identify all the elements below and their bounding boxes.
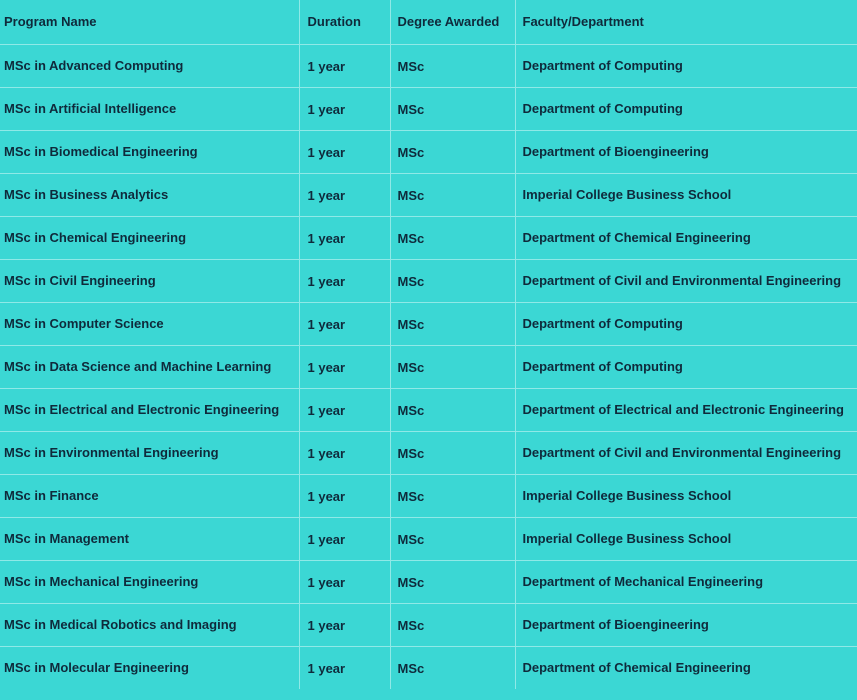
cell-program-name: MSc in Business Analytics — [0, 173, 299, 216]
cell-department: Department of Computing — [515, 87, 857, 130]
table-row — [0, 388, 857, 431]
table-row — [0, 259, 857, 302]
cell-duration: 1 year — [299, 560, 390, 603]
cell-program-name: MSc in Civil Engineering — [0, 259, 299, 302]
cell-duration: 1 year — [299, 44, 390, 87]
cell-department: Department of Bioengineering — [515, 130, 857, 173]
cell-degree: MSc — [390, 302, 515, 345]
cell-program-name: MSc in Environmental Engineering — [0, 431, 299, 474]
cell-degree: MSc — [390, 130, 515, 173]
cell-degree: MSc — [390, 44, 515, 87]
cell-department: Department of Computing — [515, 345, 857, 388]
cell-program-name: MSc in Chemical Engineering — [0, 216, 299, 259]
table-row — [0, 646, 857, 689]
cell-duration: 1 year — [299, 216, 390, 259]
cell-program-name: MSc in Management — [0, 517, 299, 560]
header-duration: Duration — [299, 0, 390, 44]
cell-program-name: MSc in Computer Science — [0, 302, 299, 345]
cell-department: Department of Bioengineering — [515, 603, 857, 646]
table-row — [0, 345, 857, 388]
cell-degree: MSc — [390, 345, 515, 388]
cell-program-name: MSc in Finance — [0, 474, 299, 517]
cell-department: Department of Electrical and Electronic Engineering — [515, 388, 857, 431]
cell-duration: 1 year — [299, 259, 390, 302]
cell-program-name: MSc in Molecular Engineering — [0, 646, 299, 689]
cell-program-name: MSc in Mechanical Engineering — [0, 560, 299, 603]
cell-department: Imperial College Business School — [515, 517, 857, 560]
cell-degree: MSc — [390, 388, 515, 431]
table-row — [0, 560, 857, 603]
cell-duration: 1 year — [299, 302, 390, 345]
cell-duration: 1 year — [299, 345, 390, 388]
header-degree-awarded: Degree Awarded — [390, 0, 515, 44]
cell-department: Imperial College Business School — [515, 474, 857, 517]
cell-program-name: MSc in Advanced Computing — [0, 44, 299, 87]
cell-duration: 1 year — [299, 517, 390, 560]
cell-duration: 1 year — [299, 388, 390, 431]
cell-degree: MSc — [390, 603, 515, 646]
table-row — [0, 216, 857, 259]
cell-program-name: MSc in Artificial Intelligence — [0, 87, 299, 130]
cell-degree: MSc — [390, 517, 515, 560]
cell-degree: MSc — [390, 474, 515, 517]
cell-department: Department of Chemical Engineering — [515, 216, 857, 259]
table-row — [0, 302, 857, 345]
table-row — [0, 431, 857, 474]
cell-degree: MSc — [390, 216, 515, 259]
cell-degree: MSc — [390, 87, 515, 130]
table-row — [0, 173, 857, 216]
table-row — [0, 474, 857, 517]
cell-duration: 1 year — [299, 603, 390, 646]
cell-program-name: MSc in Medical Robotics and Imaging — [0, 603, 299, 646]
header-program-name: Program Name — [0, 0, 299, 44]
cell-degree: MSc — [390, 560, 515, 603]
cell-program-name: MSc in Data Science and Machine Learning — [0, 345, 299, 388]
table-row — [0, 44, 857, 87]
cell-department: Department of Computing — [515, 302, 857, 345]
table-row — [0, 87, 857, 130]
cell-department: Department of Computing — [515, 44, 857, 87]
cell-department: Department of Mechanical Engineering — [515, 560, 857, 603]
cell-duration: 1 year — [299, 474, 390, 517]
cell-duration: 1 year — [299, 646, 390, 689]
cell-duration: 1 year — [299, 130, 390, 173]
cell-program-name: MSc in Biomedical Engineering — [0, 130, 299, 173]
table-row — [0, 603, 857, 646]
header-row — [0, 0, 857, 44]
cell-department: Department of Civil and Environmental Engineering — [515, 259, 857, 302]
cell-program-name: MSc in Electrical and Electronic Engineering — [0, 388, 299, 431]
cell-department: Department of Chemical Engineering — [522, 660, 751, 676]
cell-department: Imperial College Business School — [515, 173, 857, 216]
table-row — [0, 130, 857, 173]
table-body — [0, 44, 857, 689]
cell-duration: 1 year — [299, 87, 390, 130]
cell-department: Department of Civil and Environmental Engineering — [515, 431, 857, 474]
cell-duration: 1 year — [299, 173, 390, 216]
cell-duration: 1 year — [299, 431, 390, 474]
table-row — [0, 517, 857, 560]
header-faculty-department: Faculty/Department — [515, 0, 857, 44]
cell-degree: MSc — [390, 431, 515, 474]
cell-degree: MSc — [390, 646, 515, 689]
table-header — [0, 0, 857, 44]
cell-degree: MSc — [390, 173, 515, 216]
cell-degree: MSc — [390, 259, 515, 302]
